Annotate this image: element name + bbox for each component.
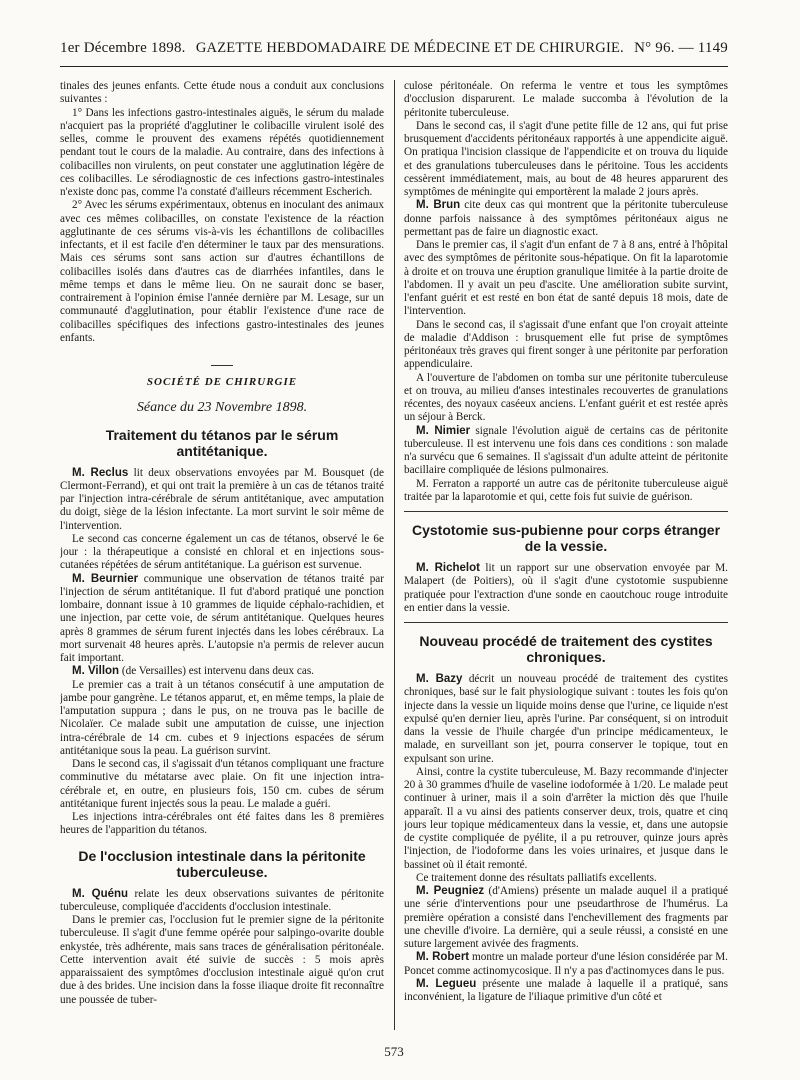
- section-cystotomie: [404, 562, 728, 615]
- right-column: [404, 80, 728, 1032]
- paragraph-text: Ce traitement donne des résultats palliatifs excellents.: [416, 871, 657, 884]
- paragraph-text: communique une observation de tétanos traité par l'injection de sérum antitétanique. Il fut d'abord pratiqué une ponction lombaire, donnant issue à 10 grammes de liquide céphalo-rachidien, et une injection, par cette voie, de sérum antitétanique. Quelques heures après 8 grammes de sérum furent injectés dans les lobes cérébraux. La mort survenait 48 heures après. L'autopsie n'a permis de relever aucun fait important.: [60, 572, 384, 664]
- speaker-name: M. Richelot: [416, 562, 480, 574]
- heading-cystites: Nouveau procédé de traitement des cystites chroniques.: [419, 633, 713, 665]
- section-tetanos: [60, 467, 384, 838]
- paragraph-text: signale l'évolution aiguë de certains cas de péritonite tuberculeuse. Il est intervenu une fois dans ces conditions : son malade n'a survécu que 6 semaines. Il s'agissait d'un adulte atteint de péritonite bacillaire compliquée de lésions pulmonaires.: [404, 424, 728, 477]
- section-occlusion: [60, 888, 384, 1007]
- paragraph: [60, 665, 384, 678]
- paragraph-text: (de Versailles) est intervenu dans deux cas.: [119, 665, 314, 678]
- paragraph: [404, 319, 728, 372]
- column-divider: [394, 80, 395, 1030]
- paragraph-text: Le premier cas a trait à un tétanos consécutif à une amputation de jambe pour gangrène. Le tétanos apparut, et, en même temps, la plaie de l'amputation suppura ; dans le pus, on ne trouva pas le bacille de Nicolaïer. Ce malade subit une amputation de cuisse, une injection intra-cérébrale de 14 cm. cubes et 9 injections espacées de sérum antitétanique sous la peau. La guérison survint.: [60, 678, 384, 757]
- paragraph-text: A l'ouverture de l'abdomen on tomba sur une péritonite tuberculeuse et on trouva, au milieu d'anses intestinales recouvertes de granulations récentes, des noyaux caséeux anciens. L'enfant guérit et est restée après un séjour à Berck.: [404, 371, 728, 424]
- speaker-name: M. Nimier: [416, 424, 471, 437]
- paragraph-text: Les injections intra-cérébrales ont été faites dans les 8 premières heures de l'apparition du tétanos.: [60, 811, 384, 837]
- speaker-name: M. Peugniez: [416, 885, 485, 897]
- paragraph-text: cite deux cas qui montrent que la péritonite tuberculeuse donne parfois naissance à des symptômes péritonéaux aigus ne permettant pas de faire un diagnostic exact.: [404, 199, 728, 238]
- paragraph-text: présente une malade à laquelle il a pratiqué, sans inconvénient, la ligature de l'iliaque primitive d'un côté et: [404, 977, 728, 1003]
- running-header: [60, 40, 728, 62]
- speaker-name: M. Robert: [416, 951, 470, 964]
- paragraph: [404, 425, 728, 478]
- paragraph: [404, 80, 728, 120]
- paragraph: [404, 120, 728, 200]
- paragraph: 2° Avec les sérums expérimentaux, obtenus en inoculant des animaux avec ces mêmes colibacilles, on constate l'existence de la réaction agglutinante de ces sérums vis-à-vis les échantillons de colibacilles infectants, et il est facile d'en déterminer le taux par des mensurations. Mais ces sérums sont sans action sur d'autres échantillons de colibacilles isolés dans d'autres cas de diarrhées infantiles, dans le même temps et dans le même lieu. On ne saurait donc se baser, contrairement à l'opinion émise l'année dernière par M. Lesage, sur un communauté d'agglutination, pour établir l'existence d'une race de colibacilles spécifiques des infections gastro-intestinales des jeunes enfants.: [60, 199, 384, 344]
- heading-tetanos: Traitement du tétanos par le sérum antitétanique.: [105, 426, 339, 459]
- section-cystites: [404, 673, 728, 1004]
- heading-cystotomie: Cystotomie sus-pubienne pour corps étranger de la vessie.: [411, 522, 721, 554]
- section-separator: [211, 365, 233, 366]
- paragraph-text: lit un rapport sur une observation envoyée par M. Malapert (de Poitiers), où il s'agit d'une cystotomie suspubienne pratiquée pour l'extraction d'une sonde en caoutchouc rouge introduite en entier dans la vessie.: [404, 562, 728, 614]
- section-occlusion-continued: [404, 80, 728, 504]
- paragraph: [404, 885, 728, 951]
- paragraph-text: Le second cas concerne également un cas de tétanos, observé le 6e jour : la thérapeutique a consisté en chloral et en injections sous-cutanées répétées de sérum antitétanique. La guérison est survenue.: [60, 532, 384, 572]
- paragraph-text: décrit un nouveau procédé de traitement des cystites chroniques, basé sur le fait physiologique suivant : toutes les fois qu'on injecte dans la vessie un liquide moins dense que l'urine, ce liquide n'est expulsé qu'en dernier lieu, après l'urine. Par conséquent, si on introduit dans la vessie de l'huile chargée d'un principe médicamenteux, le malade, en surveillant son jet, pourra conserver le topique, tout en expulsant son urine.: [404, 673, 728, 765]
- intro-paragraphs: [60, 80, 384, 345]
- paragraph: [60, 533, 384, 573]
- speaker-name: M. Brun: [416, 199, 461, 212]
- page-number: 573: [384, 1044, 404, 1059]
- seance-date: Séance du 23 Novembre 1898.: [136, 400, 308, 416]
- paragraph: [60, 914, 384, 1007]
- speaker-name: M. Bazy: [416, 673, 463, 685]
- paragraph: 1° Dans les infections gastro-intestinales aiguës, le sérum du malade n'acquiert pas la propriété d'agglutiner le colibacille virulent isolé des selles, comme le prouvent des examens répétés quotidiennement pendant tout le cours de la maladie. Au contraire, dans des infections à colibacilles non virulents, on peut constater une agglutination légère de ces colibacilles. Le sérodiagnostic de ces infections gastro-intestinales n'existe donc pas, comme l'a constaté d'ailleurs récemment Escherich.: [60, 106, 384, 198]
- page: [60, 0, 728, 1080]
- paragraph-text: (d'Amiens) présente un malade auquel il a pratiqué une série d'interventions pour une pseudarthrose de l'humérus. La première opération a consisté dans l'enchevillement des fragments par une cheville d'ivoire. La dernière, qui a seule réussi, a consisté en une suture largement avivée des fragments.: [404, 885, 728, 950]
- paragraph: [60, 811, 384, 838]
- paragraph: [60, 467, 384, 533]
- section-rule: [404, 511, 728, 512]
- paragraph: [404, 562, 728, 615]
- speaker-name: M. Villon: [72, 665, 120, 678]
- paragraph-text: lit deux observations envoyées par M. Bousquet (de Clermont-Ferrand), et qui ont trait la première à un cas de tétanos traité par l'injection intra-cérébrale de sérum antitétanique, avec amputation du doigt, siège de la lésion infectante. La mort survint le soir même de l'intervention.: [60, 466, 384, 532]
- paragraph: [404, 978, 728, 1005]
- speaker-name: M. Legueu: [416, 977, 477, 990]
- society-title: SOCIÉTÉ DE CHIRURGIE: [146, 376, 298, 388]
- paragraph-text: Ainsi, contre la cystite tuberculeuse, M. Bazy recommande d'injecter 20 à 30 grammes d'huile de vaseline iodoformée à 1/20. Le malade peut continuer à uriner, mais il a soin d'arrêter la miction dès que l'huile apparaît. Il a vu ainsi des patients conserver deux, trois, quatre et cinq jours leur topique médicamenteux dans la vessie, et, dans une autopsie de cystite compliquée de pyélite, il a pu retrouver, quinze jours après l'injection, de l'iodoforme dans les voies urinaires, et jusque dans le bassinet où il était remonté.: [404, 765, 728, 871]
- header-journal-title: GAZETTE HEBDOMADAIRE DE MÉDECINE ET DE CHIRURGIE.: [195, 40, 624, 56]
- paragraph-text: Dans le second cas, il s'agissait d'un tétanos compliquant une fracture comminutive du métatarse avec plaie. On fit une injection intra-cérébrale et, en outre, en plusieurs fois, 150 cm. cubes de sérum antitétanique furent injectés sous la peau. Le malade a guéri.: [60, 758, 384, 810]
- paragraph-text: montre un malade porteur d'une lésion considérée par M. Poncet comme actinomycosique. Il n'y a pas d'actinomyces dans le pus.: [404, 951, 728, 977]
- speaker-name: M. Beurnier: [72, 572, 139, 585]
- paragraph-text: relate les deux observations suivantes de péritonite tuberculeuse, compliquée d'accidents d'occlusion intestinale.: [60, 887, 384, 913]
- paragraph: [404, 872, 728, 885]
- paragraph-text: Dans le second cas, il s'agit d'une petite fille de 12 ans, qui fut prise brusquement d'accidents péritonéaux rapportés à une appendicite aiguë. On pratiqua l'incision classique de l'appendicite et on trouva du liquide et des granulations tuberculeuses dans le péritoine. Tous les accidents cessèrent immédiatement, mais, au bout de 48 heures apparurent des symptômes de méningite qui emportèrent la malade 2 jours après.: [404, 119, 728, 198]
- paragraph: [60, 573, 384, 666]
- section-rule: [404, 622, 728, 623]
- paragraph: [404, 673, 728, 766]
- paragraph-text: culose péritonéale. On referma le ventre et tous les symptômes d'occlusion disparurent. Le malade succomba à l'évolution de la péritonite tuberculeuse.: [404, 80, 728, 119]
- paragraph: [60, 888, 384, 915]
- paragraph: [404, 766, 728, 872]
- left-column: [60, 80, 384, 1032]
- paragraph-text: M. Ferraton a rapporté un autre cas de péritonite tuberculeuse aiguë traitée par la laparotomie et qui, cette fois fut suivie de guérison.: [404, 477, 728, 503]
- paragraph: [404, 478, 728, 505]
- paragraph-text: Dans le premier cas, l'occlusion fut le premier signe de la péritonite tuberculeuse. Il s'agit d'une femme opérée pour salpingo-ovarite double enkystée, très adhérente, mais sans traces de généralisation péritonéale. Cette intervention avait été suivie de succès : 5 mois après apparaissaient des symptômes d'occlusion intestinale aiguë qu'on crut due à des brides. Une incision dans la fosse iliaque droite fit reconnaître une poussée de tuber-: [60, 914, 384, 1006]
- header-date: 1er Décembre 1898.: [60, 40, 186, 56]
- header-rule: [60, 66, 728, 67]
- paragraph: [404, 239, 728, 319]
- paragraph: [404, 199, 728, 239]
- header-number: N° 96. — 1149: [634, 40, 728, 56]
- speaker-name: M. Reclus: [72, 466, 129, 479]
- paragraph-text: Dans le second cas, il s'agissait d'une enfant que l'on croyait atteinte de maladie d'Addison : brusquement elle fut prise de symptômes péritonéaux très graves qui firent songer à une péritonite par perforation appendiculaire.: [404, 318, 728, 371]
- paragraph-text: Dans le premier cas, il s'agit d'un enfant de 7 à 8 ans, entré à l'hôpital avec des symptômes de péritonite sous-hépatique. On fit la laparotomie à droite et on trouva une éruption granulique limitée à la partie droite de l'abdomen. Il y avait un peu d'ascite. Une amélioration subite survint, l'enfant guérit et est resté en bon état de santé depuis 18 mois, date de l'intervention.: [404, 239, 728, 318]
- heading-occlusion: De l'occlusion intestinale dans la péritonite tuberculeuse.: [78, 847, 366, 880]
- paragraph: [404, 372, 728, 425]
- paragraph: tinales des jeunes enfants. Cette étude nous a conduit aux conclusions suivantes :: [60, 80, 384, 106]
- paragraph: [60, 679, 384, 759]
- speaker-name: M. Quénu: [72, 887, 129, 900]
- paragraph: [404, 951, 728, 978]
- paragraph: [60, 758, 384, 811]
